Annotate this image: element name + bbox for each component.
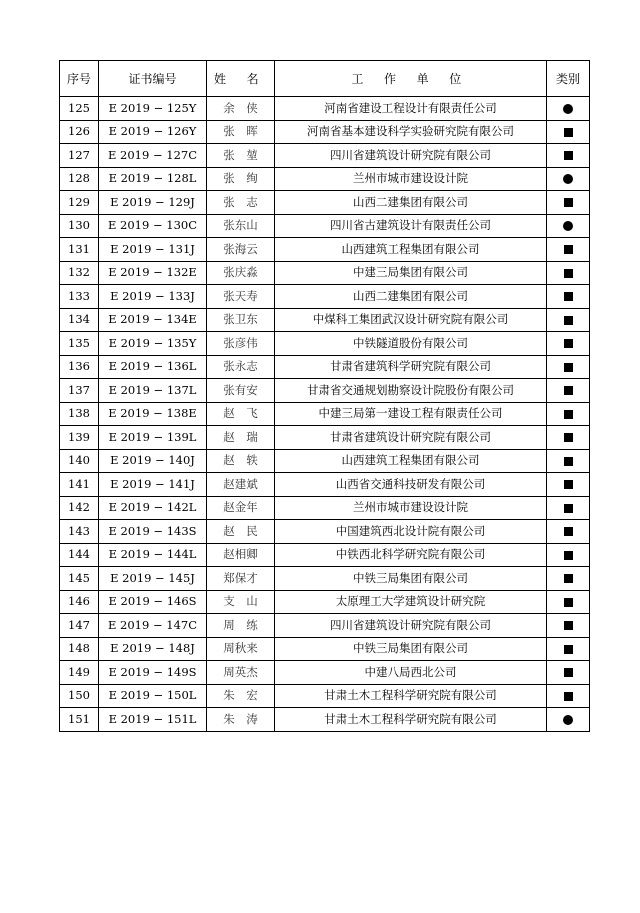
work-unit-cell: 中铁三局集团有限公司	[275, 567, 547, 591]
square-icon	[564, 668, 573, 677]
category-cell	[547, 120, 590, 144]
name-cell: 周 练	[207, 614, 275, 638]
cert-number-cell: E 2019 − 139L	[99, 426, 207, 450]
circle-icon	[563, 174, 573, 184]
category-cell	[547, 684, 590, 708]
seq-cell: 147	[60, 614, 99, 638]
name-cell: 张庆淼	[207, 261, 275, 285]
seq-cell: 142	[60, 496, 99, 520]
name-cell: 张 堃	[207, 144, 275, 168]
name-cell: 张彦伟	[207, 332, 275, 356]
work-unit-cell: 甘肃省建筑设计研究院有限公司	[275, 426, 547, 450]
name-cell: 赵 民	[207, 520, 275, 544]
work-unit-cell: 四川省建筑设计研究院有限公司	[275, 144, 547, 168]
work-unit-cell: 山西建筑工程集团有限公司	[275, 238, 547, 262]
category-cell	[547, 355, 590, 379]
table-row	[60, 473, 590, 497]
square-icon	[564, 363, 573, 372]
category-cell	[547, 285, 590, 309]
square-icon	[564, 480, 573, 489]
cert-number-cell: E 2019 − 130C	[99, 214, 207, 238]
header-cert-number: 证书编号	[99, 61, 207, 97]
work-unit-cell: 兰州市城市建设设计院	[275, 167, 547, 191]
table-row	[60, 614, 590, 638]
table-header-row	[60, 61, 590, 97]
cert-number-cell: E 2019 − 140J	[99, 449, 207, 473]
cert-number-cell: E 2019 − 143S	[99, 520, 207, 544]
circle-icon	[563, 104, 573, 114]
square-icon	[564, 316, 573, 325]
name-cell: 张天寿	[207, 285, 275, 309]
table-body	[60, 97, 590, 732]
table-row	[60, 355, 590, 379]
seq-cell: 149	[60, 661, 99, 685]
name-cell: 张 晖	[207, 120, 275, 144]
work-unit-cell: 中建三局集团有限公司	[275, 261, 547, 285]
seq-cell: 132	[60, 261, 99, 285]
category-cell	[547, 238, 590, 262]
square-icon	[564, 151, 573, 160]
header-category: 类别	[547, 61, 590, 97]
cert-number-cell: E 2019 − 126Y	[99, 120, 207, 144]
work-unit-cell: 四川省建筑设计研究院有限公司	[275, 614, 547, 638]
seq-cell: 148	[60, 637, 99, 661]
name-cell: 郑保才	[207, 567, 275, 591]
cert-number-cell: E 2019 − 145J	[99, 567, 207, 591]
name-cell: 支 山	[207, 590, 275, 614]
square-icon	[564, 292, 573, 301]
name-cell: 周英杰	[207, 661, 275, 685]
seq-cell: 126	[60, 120, 99, 144]
cert-number-cell: E 2019 − 135Y	[99, 332, 207, 356]
seq-cell: 144	[60, 543, 99, 567]
name-cell: 赵金年	[207, 496, 275, 520]
name-cell: 张有安	[207, 379, 275, 403]
seq-cell: 125	[60, 97, 99, 121]
work-unit-cell: 中国建筑西北设计院有限公司	[275, 520, 547, 544]
cert-number-cell: E 2019 − 129J	[99, 191, 207, 215]
seq-cell: 127	[60, 144, 99, 168]
category-cell	[547, 426, 590, 450]
name-cell: 张海云	[207, 238, 275, 262]
table-row	[60, 426, 590, 450]
work-unit-cell: 甘肃土木工程科学研究院有限公司	[275, 684, 547, 708]
work-unit-cell: 中建八局西北公司	[275, 661, 547, 685]
name-cell: 张 绚	[207, 167, 275, 191]
cert-number-cell: E 2019 − 128L	[99, 167, 207, 191]
seq-cell: 143	[60, 520, 99, 544]
name-cell: 赵相卿	[207, 543, 275, 567]
cert-number-cell: E 2019 − 138E	[99, 402, 207, 426]
circle-icon	[563, 715, 573, 725]
work-unit-cell: 四川省古建筑设计有限责任公司	[275, 214, 547, 238]
cert-number-cell: E 2019 − 144L	[99, 543, 207, 567]
work-unit-cell: 中铁三局集团有限公司	[275, 637, 547, 661]
seq-cell: 136	[60, 355, 99, 379]
table-row	[60, 684, 590, 708]
seq-cell: 138	[60, 402, 99, 426]
table-row	[60, 308, 590, 332]
seq-cell: 145	[60, 567, 99, 591]
square-icon	[564, 410, 573, 419]
header-name: 姓 名	[207, 61, 275, 97]
square-icon	[564, 198, 573, 207]
work-unit-cell: 中铁西北科学研究院有限公司	[275, 543, 547, 567]
table-row	[60, 708, 590, 732]
square-icon	[564, 621, 573, 630]
table-row	[60, 567, 590, 591]
cert-number-cell: E 2019 − 133J	[99, 285, 207, 309]
work-unit-cell: 山西二建集团有限公司	[275, 285, 547, 309]
square-icon	[564, 339, 573, 348]
category-cell	[547, 614, 590, 638]
table-row	[60, 332, 590, 356]
name-cell: 张 志	[207, 191, 275, 215]
header-work-unit: 工 作 单 位	[275, 61, 547, 97]
work-unit-cell: 中铁隧道股份有限公司	[275, 332, 547, 356]
header-seq: 序号	[60, 61, 99, 97]
square-icon	[564, 574, 573, 583]
table-row	[60, 520, 590, 544]
certificate-table	[59, 60, 590, 732]
seq-cell: 129	[60, 191, 99, 215]
cert-number-cell: E 2019 − 131J	[99, 238, 207, 262]
work-unit-cell: 甘肃省交通规划勘察设计院股份有限公司	[275, 379, 547, 403]
category-cell	[547, 261, 590, 285]
seq-cell: 128	[60, 167, 99, 191]
table-row	[60, 97, 590, 121]
category-cell	[547, 637, 590, 661]
table-row	[60, 543, 590, 567]
table-row	[60, 285, 590, 309]
square-icon	[564, 527, 573, 536]
square-icon	[564, 551, 573, 560]
cert-number-cell: E 2019 − 137L	[99, 379, 207, 403]
table-row	[60, 238, 590, 262]
seq-cell: 130	[60, 214, 99, 238]
seq-cell: 131	[60, 238, 99, 262]
seq-cell: 141	[60, 473, 99, 497]
category-cell	[547, 449, 590, 473]
work-unit-cell: 山西二建集团有限公司	[275, 191, 547, 215]
table-row	[60, 214, 590, 238]
table-row	[60, 379, 590, 403]
category-cell	[547, 191, 590, 215]
category-cell	[547, 402, 590, 426]
name-cell: 赵 飞	[207, 402, 275, 426]
cert-number-cell: E 2019 − 132E	[99, 261, 207, 285]
category-cell	[547, 379, 590, 403]
cert-number-cell: E 2019 − 149S	[99, 661, 207, 685]
category-cell	[547, 214, 590, 238]
category-cell	[547, 144, 590, 168]
cert-number-cell: E 2019 − 125Y	[99, 97, 207, 121]
name-cell: 张卫东	[207, 308, 275, 332]
cert-number-cell: E 2019 − 142L	[99, 496, 207, 520]
cert-number-cell: E 2019 − 134E	[99, 308, 207, 332]
square-icon	[564, 692, 573, 701]
name-cell: 张东山	[207, 214, 275, 238]
name-cell: 张永志	[207, 355, 275, 379]
table-row	[60, 402, 590, 426]
table-row	[60, 120, 590, 144]
square-icon	[564, 598, 573, 607]
work-unit-cell: 山西省交通科技研发有限公司	[275, 473, 547, 497]
table-row	[60, 261, 590, 285]
seq-cell: 139	[60, 426, 99, 450]
square-icon	[564, 386, 573, 395]
name-cell: 朱 涛	[207, 708, 275, 732]
work-unit-cell: 甘肃土木工程科学研究院有限公司	[275, 708, 547, 732]
seq-cell: 146	[60, 590, 99, 614]
name-cell: 朱 宏	[207, 684, 275, 708]
cert-number-cell: E 2019 − 146S	[99, 590, 207, 614]
seq-cell: 137	[60, 379, 99, 403]
circle-icon	[563, 221, 573, 231]
cert-number-cell: E 2019 − 151L	[99, 708, 207, 732]
cert-number-cell: E 2019 − 147C	[99, 614, 207, 638]
category-cell	[547, 520, 590, 544]
square-icon	[564, 504, 573, 513]
work-unit-cell: 兰州市城市建设设计院	[275, 496, 547, 520]
category-cell	[547, 567, 590, 591]
work-unit-cell: 中煤科工集团武汉设计研究院有限公司	[275, 308, 547, 332]
category-cell	[547, 661, 590, 685]
name-cell: 赵建斌	[207, 473, 275, 497]
square-icon	[564, 128, 573, 137]
table-row	[60, 661, 590, 685]
square-icon	[564, 645, 573, 654]
seq-cell: 140	[60, 449, 99, 473]
work-unit-cell: 中建三局第一建设工程有限责任公司	[275, 402, 547, 426]
seq-cell: 150	[60, 684, 99, 708]
work-unit-cell: 甘肃省建筑科学研究院有限公司	[275, 355, 547, 379]
cert-number-cell: E 2019 − 148J	[99, 637, 207, 661]
work-unit-cell: 河南省基本建设科学实验研究院有限公司	[275, 120, 547, 144]
category-cell	[547, 496, 590, 520]
table-row	[60, 191, 590, 215]
category-cell	[547, 473, 590, 497]
table-row	[60, 496, 590, 520]
seq-cell: 135	[60, 332, 99, 356]
table-row	[60, 167, 590, 191]
cert-number-cell: E 2019 − 127C	[99, 144, 207, 168]
seq-cell: 134	[60, 308, 99, 332]
table-row	[60, 144, 590, 168]
category-cell	[547, 97, 590, 121]
work-unit-cell: 太原理工大学建筑设计研究院	[275, 590, 547, 614]
cert-number-cell: E 2019 − 150L	[99, 684, 207, 708]
category-cell	[547, 332, 590, 356]
square-icon	[564, 457, 573, 466]
category-cell	[547, 708, 590, 732]
name-cell: 周秋来	[207, 637, 275, 661]
seq-cell: 151	[60, 708, 99, 732]
table-row	[60, 590, 590, 614]
name-cell: 赵 轶	[207, 449, 275, 473]
square-icon	[564, 269, 573, 278]
seq-cell: 133	[60, 285, 99, 309]
name-cell: 赵 瑞	[207, 426, 275, 450]
cert-number-cell: E 2019 − 141J	[99, 473, 207, 497]
work-unit-cell: 河南省建设工程设计有限责任公司	[275, 97, 547, 121]
table-row	[60, 449, 590, 473]
category-cell	[547, 167, 590, 191]
category-cell	[547, 590, 590, 614]
square-icon	[564, 245, 573, 254]
work-unit-cell: 山西建筑工程集团有限公司	[275, 449, 547, 473]
cert-number-cell: E 2019 − 136L	[99, 355, 207, 379]
category-cell	[547, 543, 590, 567]
name-cell: 余 侠	[207, 97, 275, 121]
square-icon	[564, 433, 573, 442]
category-cell	[547, 308, 590, 332]
table-row	[60, 637, 590, 661]
